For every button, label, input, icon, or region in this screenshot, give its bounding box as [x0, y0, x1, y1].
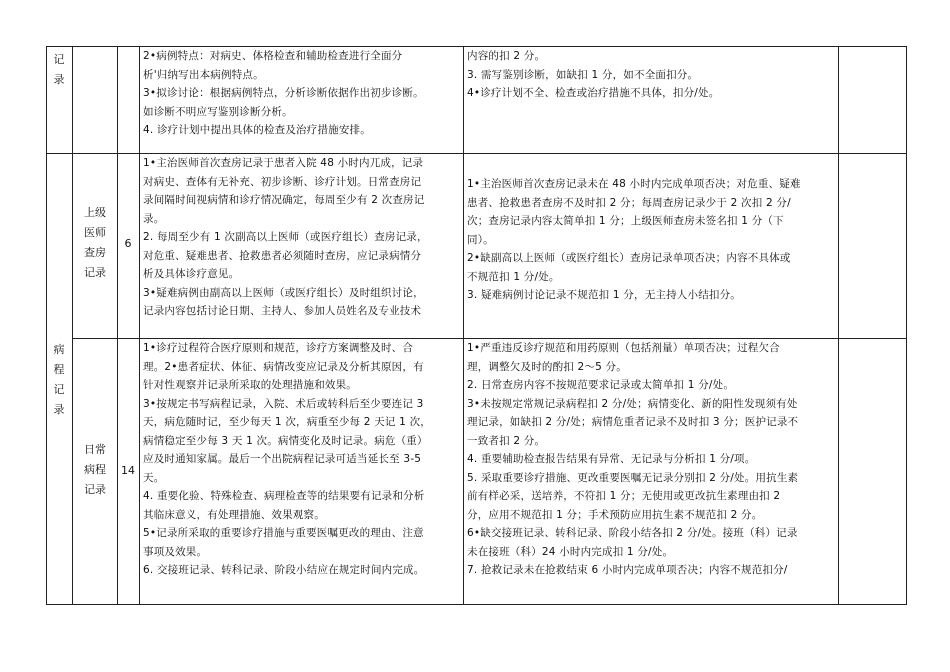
category-senior-rounds: 上级 医师 查房 记录	[84, 206, 106, 279]
category-daily-notes: 日常 病程 记录	[84, 443, 106, 496]
table-rule-bottom	[46, 604, 907, 605]
table-rule-col2	[117, 46, 118, 605]
top-requirements: 2•病例特点：对病史、体格检查和辅助检查进行全面分 析'归纳写出本病例特点。 3•拟诊讨论：根据病例特点，分析诊断依据作出初步诊断。 如诊断不明应写鉴别诊断分析。 4. 诊疗计划中提出具体的检查及治疗措施安排。	[143, 50, 424, 136]
senior-deductions: 1•主治医师首次查房记录未在 48 小时内完成单项否决；对危重、疑难 患者、抢救患者查房不及时扣 2 分；每周查房记录少于 2 次扣 2 分/ 次；查房记录内容太简单扣 1 分；上级医师查房未签名扣 1 分（下 同）。 2•缺副高以上医师（或医疗组长）查房记录单项否决；内容不具体或 不规范扣 1 分/处。 3. 疑难病例讨论记录不规范扣 1 分，无主持人小结扣分。	[467, 178, 801, 301]
top-deductions: 内容的扣 2 分。 3. 需写鉴别诊断，如缺扣 1 分，如不全面扣分。 4•诊疗计划不全、检查或治疗措施不具体，扣分/处。	[467, 50, 720, 99]
table-rule-col3	[139, 46, 140, 605]
table-rule-col1	[72, 46, 73, 605]
table-rule-col0	[46, 46, 47, 605]
table-rule-col6	[906, 46, 907, 605]
score-daily-notes: 14	[121, 464, 135, 477]
daily-deductions: 1•严重违反诊疗规范和用药原则（包括剂量）单项否决；过程欠合 理，调整欠及时的酌扣 2～5 分。 2. 日常查房内容不按规范要求记录或太简单扣 1 分/处。 3•未按规定常规记录病程扣 2 分/处；病情变化、新的阳性发现须有处 理记录，如缺扣 2 分/处；病情危重者记录不及时扣 3 分；医护记录不 一致者扣 2 分。 4. 重要辅助检查报告结果有异常、无记录与分析扣 1 分/项。 5. 采取重要诊疗措施、更改重要医嘱无记录分别扣 2 分/处。用抗生素 前有样必采，送培养，不符扣 1 分；无使用或更改抗生素理由扣 2 分，应用不规范扣 1 分；手术预防应用抗生素不规范扣 2 分。 6•缺交接班记录、转科记录、阶段小结各扣 2 分/处。接班（科）记录 未在接班（科）24 小时内完成扣 1 分/处。 7. 抢救记录未在抢救结束 6 小时内完成单项否决；内容不规范扣分/	[467, 342, 799, 576]
daily-requirements: 1•诊疗过程符合医疗原则和规范，诊疗方案调整及时、合 理。2•患者症状、体征、病情改变应记录及分析其原因，有 针对性观察并记录所采取的处理措施和效果。 3•按规定书写病程记录，入院、术后或转科后至少要连记 3 天，病危随时记，至少每天 1 次，病重至少每 2 天记 1 次， 病情稳定至少每 3 天 1 次。病情变化及时记录。病危（重） 应及时通知家属。最后一个出院病程记录可适当延长至 3-5 天。 4. 重要化验、特殊检查、病理检查等的结果要有记录和分析 其临床意义，有处理措施、效果观察。 5•记录所采取的重要诊疗措施与重要医嘱更改的理由、注意 事项及效果。 6. 交接班记录、转科记录、阶段小结应在规定时间内完成。	[143, 342, 431, 576]
section-label-process: 病程记录	[53, 343, 65, 416]
table-rule-col4	[463, 46, 464, 605]
senior-requirements: 1•主治医师首次查房记录于患者入院 48 小时内兀成，记录 对病史、查体有无补充、初步诊断、诊疗计划。日常查房记 录间隔时间视病情和诊疗情况确定，每周至少有 2 次查房记 录。 2. 每周至少有 1 次副高以上医师（或医疗组长）查房记录， 对危重、疑难患者、抢救患者必须随时查房，应记录病情分 析及具体诊疗意见。 3•疑难病例由副高以上医师（或医疗组长）及时组织讨论， 记录内容包括讨论日期、主持人、参加人员姓名及专业技术	[143, 157, 428, 317]
section-label-record: 记录	[53, 53, 65, 86]
table-rule-col5	[838, 46, 839, 605]
score-senior-rounds: 6	[124, 237, 132, 250]
